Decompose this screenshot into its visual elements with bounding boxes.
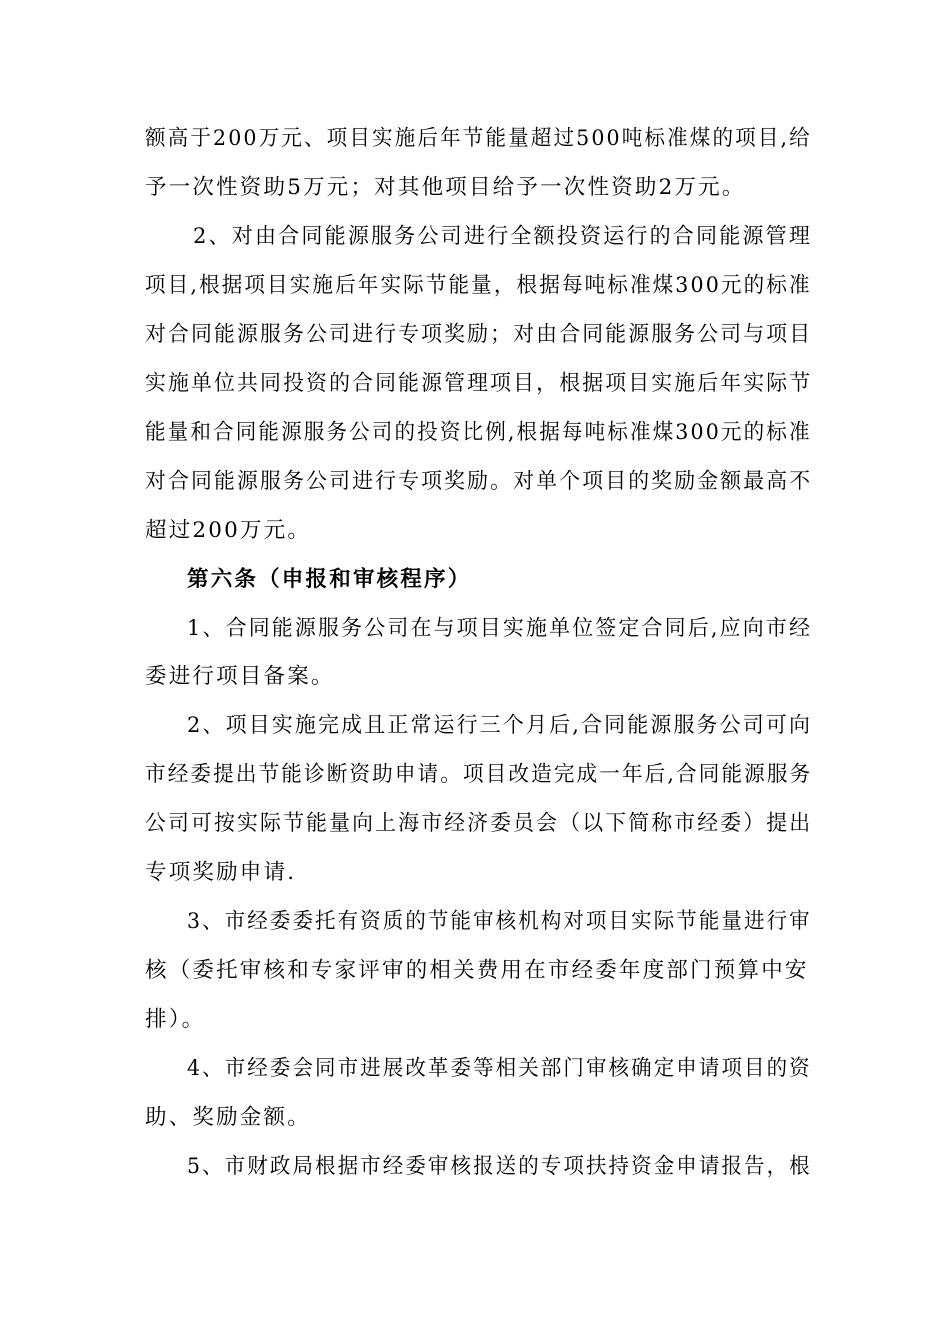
paragraph-line: 市经委提出节能诊断资助申请。项目改造完成一年后,合同能源服务 <box>145 762 813 787</box>
paragraph-line: 予一次性资助5万元；对其他项目给予一次性资助2万元。 <box>145 175 746 200</box>
section-heading: 第六条（申报和审核程序） <box>187 567 472 592</box>
paragraph-line: 2、项目实施完成且正常运行三个月后,合同能源服务公司可向 <box>187 713 813 738</box>
paragraph-line: 能量和合同能源服务公司的投资比例,根据每吨标准煤300元的标准 <box>145 420 812 445</box>
paragraph-line: 超过200万元。 <box>145 518 312 543</box>
paragraph-line: 3、市经委委托有资质的节能审核机构对项目实际节能量进行审 <box>187 909 812 934</box>
paragraph-line: 5、市财政局根据市经委审核报送的专项扶持资金申请报告，根 <box>187 1154 812 1179</box>
paragraph-line: 2、对由合同能源服务公司进行全额投资运行的合同能源管理 <box>193 224 813 249</box>
paragraph-line: 专项奖励申请. <box>145 860 297 885</box>
paragraph-line: 实施单位共同投资的合同能源管理项目，根据项目实施后年实际节 <box>145 371 813 396</box>
paragraph-line: 公司可按实际节能量向上海市经济委员会（以下简称市经委）提出 <box>145 811 813 836</box>
paragraph-line: 对合同能源服务公司进行专项奖励。对单个项目的奖励金额最高不 <box>145 469 813 494</box>
paragraph-line: 对合同能源服务公司进行专项奖励；对由合同能源服务公司与项目 <box>145 322 813 347</box>
paragraph-line: 1、合同能源服务公司在与项目实施单位签定合同后,应向市经 <box>187 616 813 641</box>
paragraph-line: 额高于200万元、项目实施后年节能量超过500吨标准煤的项目,给 <box>145 126 812 151</box>
paragraph-line: 委进行项目备案。 <box>145 664 335 689</box>
paragraph-line: 项目,根据项目实施后年实际节能量，根据每吨标准煤300元的标准 <box>145 273 812 298</box>
paragraph-line: 4、市经委会同市进展改革委等相关部门审核确定申请项目的资 <box>187 1056 812 1081</box>
paragraph-line: 助、奖励金额。 <box>145 1105 311 1130</box>
paragraph-line: 核（委托审核和专家评审的相关费用在市经委年度部门预算中安 <box>145 958 809 983</box>
paragraph-line: 排）。 <box>145 1007 206 1032</box>
